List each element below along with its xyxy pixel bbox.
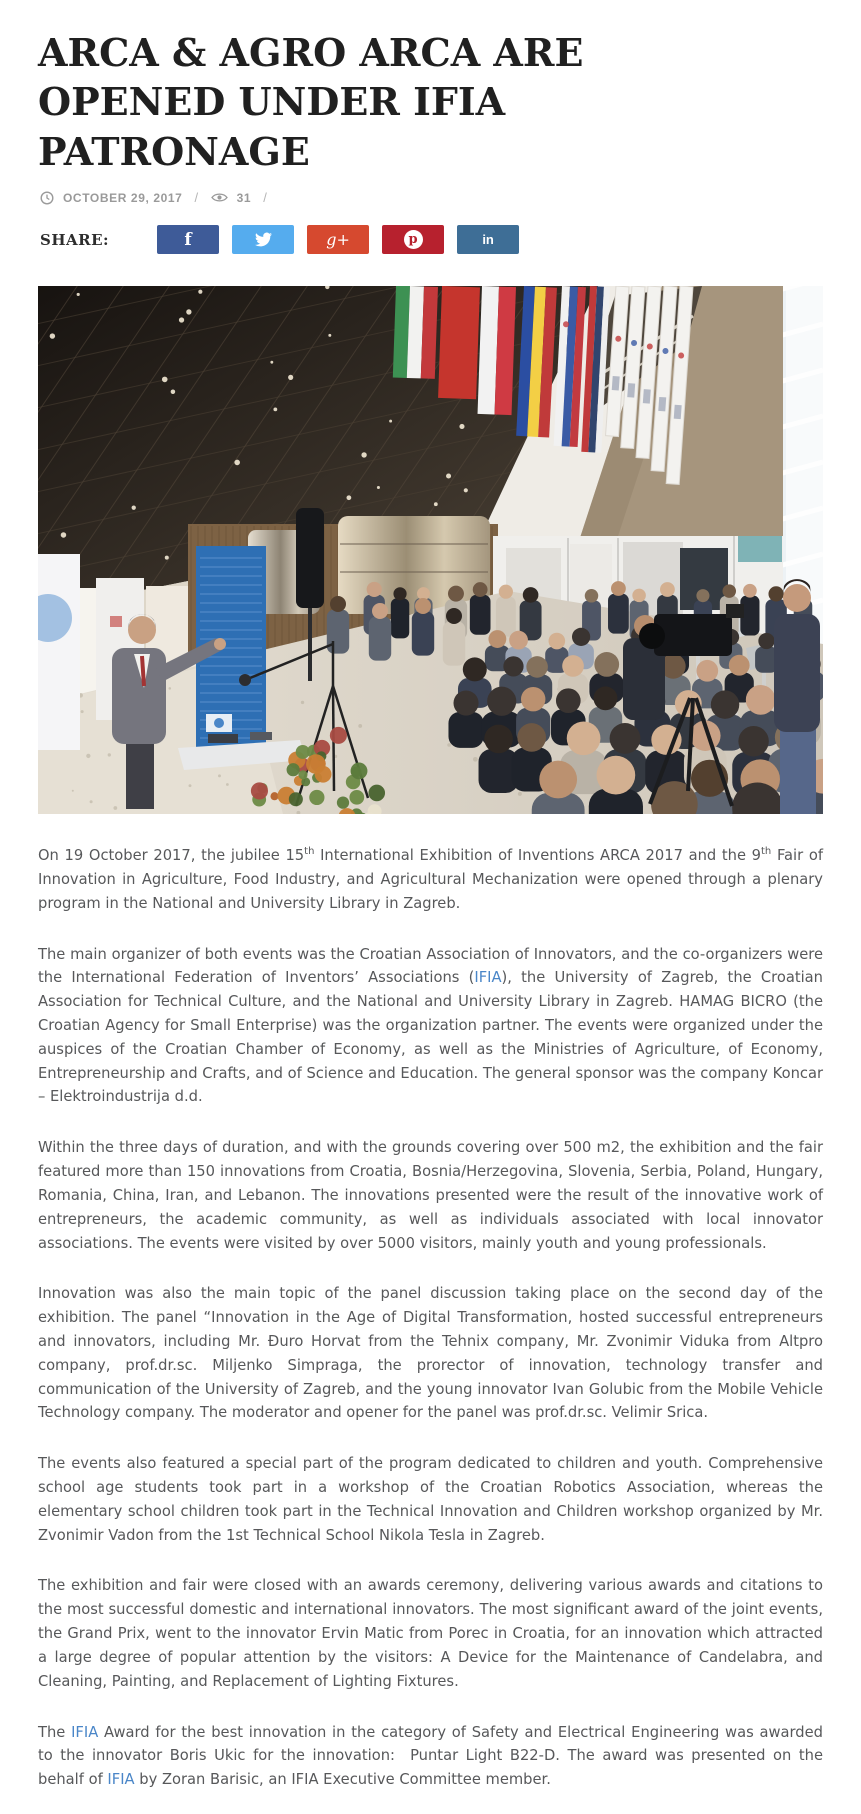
- post-date: OCTOBER 29, 2017: [63, 190, 183, 205]
- flag-poland: [478, 286, 516, 415]
- clock-icon: [40, 191, 54, 205]
- ordinal-suffix: th: [761, 846, 772, 858]
- facebook-icon: f: [184, 229, 192, 250]
- share-facebook-button[interactable]: [157, 225, 219, 254]
- article-paragraph: [38, 1452, 823, 1547]
- share-row: [40, 225, 823, 254]
- ifia-link[interactable]: IFIA: [474, 969, 502, 987]
- google-plus-icon: g+: [326, 230, 350, 250]
- paragraph-text: The: [38, 1723, 72, 1741]
- meta-separator: /: [263, 190, 268, 206]
- paragraph-text: Award for the best innovation in the category of Safety and Electrical Engineering was awarded to the innovator Boris Ukic for the innovation: Puntar Light B22-D. The award was presented on the behalf of: [38, 1723, 823, 1789]
- article-paragraph: [38, 1136, 823, 1255]
- page-title: ARCA & AGRO ARCA ARE OPENED UNDER IFIA PATRONAGE: [38, 30, 584, 174]
- event-photo-illustration: [38, 286, 823, 814]
- ifia-link[interactable]: IFIA: [107, 1771, 135, 1789]
- pinterest-icon: p: [404, 230, 423, 249]
- share-linkedin-button[interactable]: [457, 225, 519, 254]
- featured-image: [38, 286, 823, 814]
- eye-icon: [211, 192, 228, 203]
- views-count: 31: [236, 190, 252, 205]
- twitter-icon: [255, 232, 272, 247]
- share-pinterest-button[interactable]: [382, 225, 444, 254]
- post-meta: [40, 190, 823, 205]
- meta-separator: /: [194, 190, 199, 206]
- share-google-plus-button[interactable]: [307, 225, 369, 254]
- article-paragraph: [38, 844, 823, 915]
- paragraph-text: ), the University of Zagreb, the Croatian Association for Technical Culture, and the National and University Library in Zagreb. HAMAG BICRO (the Croatian Agency for Small Enterprise) was the organization partner. The events were organized under the auspices of the Croatian Chamber of Economy, as well as the Ministries of Agriculture, of Economy, Entrepreneurship and Crafts, and of Science and Education. The general sponsor was the company Koncar – Elektroindustrija d.d.: [38, 969, 823, 1106]
- ifia-link[interactable]: IFIA: [71, 1723, 99, 1741]
- article-paragraph: [38, 943, 823, 1110]
- video-camera: [654, 614, 732, 656]
- ordinal-suffix: th: [304, 846, 315, 858]
- paragraph-text: The main organizer of both events was the Croatian Association of Innovators, and the co-organizers were the International Federation of Inventors’ Associations (: [38, 945, 823, 987]
- article-paragraph: [38, 1282, 823, 1425]
- paragraph-text: Within the three days of duration, and with the grounds covering over 500 m2, the exhibition and the fair featured more than 150 innovations from Croatia, Bosnia/Herzegovina, Slovenia, Serbia, Poland, Hungary, Romania, China, Iran, and Lebanon. The innovations presented were the result of the innovative work of entrepreneurs, the academic community, as well as individuals associated with local innovator associations. The events were visited by over 5000 visitors, mainly youth and young professionals.: [38, 1139, 823, 1252]
- paragraph-text: Innovation was also the main topic of the panel discussion taking place on the second day of the exhibition. The panel “Innovation in the Age of Digital Transformation, hosted successful entrepreneurs and innovators, including Mr. Đuro Horvat from the Tehnix company, Mr. Zvonimir Viduka from Altpro company, prof.dr.sc. Miljenko Simpraga, the prorector of innovation, technology transfer and communication of the University of Zagreb, and the young innovator Ivan Golubic from the Mobile Vehicle Technology company. The moderator and opener for the panel was prof.dr.sc. Velimir Srica.: [38, 1285, 823, 1422]
- paragraph-text: Fair of Innovation in Agriculture, Food Industry, and Agricultural Mechanization were opened through a plenary program in the National and University Library in Zagreb.: [38, 847, 823, 912]
- article-body: [38, 844, 823, 1792]
- article-paragraph: [38, 1574, 823, 1693]
- paragraph-text: International Exhibition of Inventions ARCA 2017 and the 9: [314, 847, 762, 865]
- paragraph-text: The exhibition and fair were closed with an awards ceremony, delivering various awards and citations to the most successful domestic and international innovators. The most significant award of the joint events, the Grand Prix, went to the innovator Ervin Matic from Porec in Croatia, for an innovation which attracted a large degree of popular attention by the visitors: A Device for the Maintenance of Candelabra, and Cleaning, Painting, and Replacement of Lighting Fixtures.: [38, 1577, 823, 1690]
- flag-iran: [393, 286, 438, 379]
- linkedin-icon: in: [482, 232, 494, 248]
- speaker-column: [296, 508, 324, 608]
- paragraph-text: The events also featured a special part of the program dedicated to children and youth. Comprehensive school age students took part in a workshop of the Croatian Robotics Association, whereas the elementary school children took part in the Technical Innovation and Children workshop organized by Mr. Zvonimir Vadon from the 1st Technical School Nikola Tesla in Zagreb.: [38, 1455, 823, 1544]
- share-twitter-button[interactable]: [232, 225, 294, 254]
- share-buttons: [157, 225, 532, 254]
- paragraph-text: On 19 October 2017, the jubilee 15: [38, 847, 305, 865]
- article-paragraph: [38, 1721, 823, 1792]
- share-label: SHARE:: [40, 230, 110, 249]
- flag-red: [438, 286, 480, 399]
- paragraph-text: by Zoran Barisic, an IFIA Executive Committee member.: [134, 1771, 551, 1789]
